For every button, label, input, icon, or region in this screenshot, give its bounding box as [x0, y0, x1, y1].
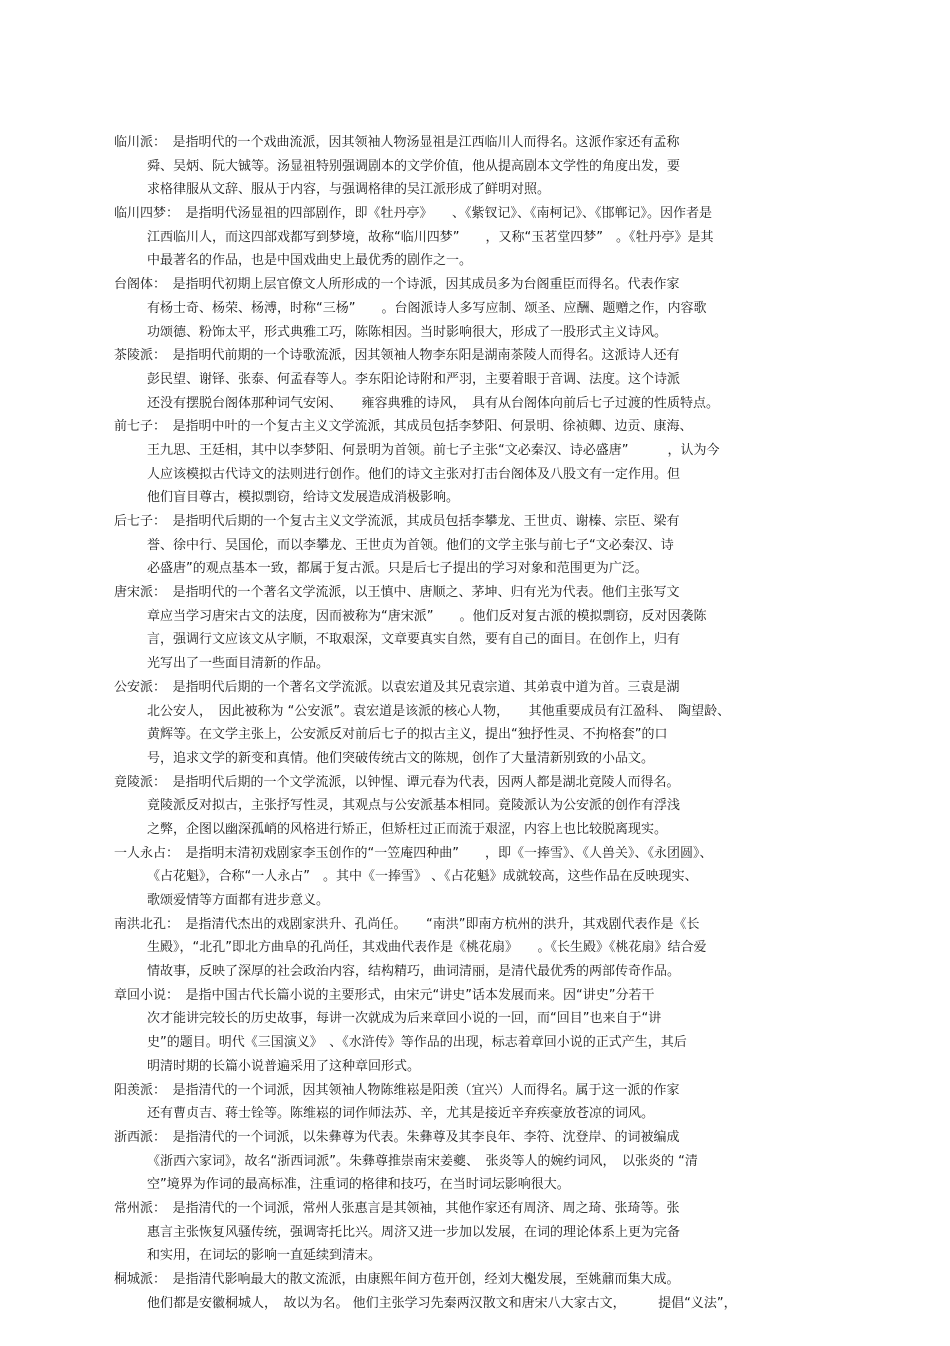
- entry-continuation-line: 光写出了一些面目清新的作品。: [147, 656, 330, 672]
- entry-first-line: 公安派： 是指明代后期的一个著名文学流派。以袁宏道及其兄袁宗道、其弟袁中道为首。三袁是湖: [114, 679, 680, 695]
- entry: [114, 415, 844, 510]
- entry-first-line: 章回小说： 是指中国古代长篇小说的主要形式，由宋元“讲史”话本发展而来。因“讲史”分若干: [114, 987, 655, 1003]
- entry-first-line: 一人永占： 是指明末清初戏剧家李玉创作的“一笠庵四种曲” ，即《一捧雪》、《人兽关》、《永团圆》、: [114, 845, 713, 861]
- entry-continuation-line: 歌颂爱情等方面都有进步意义。: [147, 893, 330, 908]
- entry-continuation-line: 人应该模拟古代诗文的法则进行创作。他们的诗文主张对打击台阁体及八股文有一定作用。但: [147, 466, 681, 482]
- entry-continuation-line: 章应当学习唐宋古文的法度，因而被称为“唐宋派” 。他们反对复古派的模拟剽窃，反对因袭陈: [147, 608, 707, 624]
- entry: [114, 1268, 844, 1315]
- entry-first-line: 竟陵派： 是指明代后期的一个文学流派，以钟惺、谭元春为代表，因两人都是湖北竟陵人而得名。: [114, 774, 680, 790]
- entry: [114, 273, 844, 344]
- entry: [114, 510, 844, 581]
- entry-continuation-line: 功颂德、粉饰太平，形式典雅工巧，陈陈相因。当时影响很大，形成了一股形式主义诗风。: [147, 324, 668, 340]
- entry: [114, 1197, 844, 1268]
- entry-continuation-line: 北公安人， 因此被称为 “公安派”。袁宏道是该派的核心人物， 其他重要成员有江盈科、 陶望龄、: [147, 703, 731, 719]
- entry-continuation-line: 中最著名的作品，也是中国戏曲史上最优秀的剧作之一。: [147, 253, 473, 269]
- entry-continuation-line: 必盛唐”的观点基本一致，都属于复古派。只是后七子提出的学习对象和范围更为广泛。: [147, 561, 648, 577]
- entry-continuation-line: 空”境界为作词的最高标准，注重词的格律和技巧，在当时词坛影响很大。: [147, 1177, 570, 1193]
- entry: [114, 842, 844, 913]
- entry: [114, 1079, 844, 1126]
- entry-continuation-line: 生殿》，“北孔”即北方曲阜的孔尚任，其戏曲代表作是《桃花扇》 。《长生殿》《桃花扇》结合爱: [147, 940, 707, 956]
- entry-first-line: 浙西派： 是指清代的一个词派，以朱彝尊为代表。朱彝尊及其李良年、李符、沈登岸、的词被编成: [114, 1129, 680, 1145]
- entry: [114, 771, 844, 842]
- entry-continuation-line: 黄辉等。在文学主张上，公安派反对前后七子的拟古主义，提出“独抒性灵、不拘格套”的口: [147, 727, 668, 743]
- entry-continuation-line: 求格律服从文辞、服从于内容，与强调格律的吴江派形成了鲜明对照。: [147, 182, 551, 198]
- entry-first-line: 前七子： 是指明中叶的一个复古主义文学流派，其成员包括李梦阳、何景明、徐祯卿、边贡、康海、: [114, 419, 693, 435]
- entry-continuation-line: 彭民望、谢铎、张泰、何孟春等人。李东阳论诗附和严羽，主要着眼于音调、法度。这个诗派: [147, 371, 681, 387]
- entry-continuation-line: 江西临川人，而这四部戏都写到梦境，故称“临川四梦” ，又称“玉茗堂四梦” 。《牡丹亭》是其: [147, 229, 714, 245]
- entry-continuation-line: 还有曹贞吉、蒋士铨等。陈维崧的词作师法苏、辛，尤其是接近辛弃疾豪放苍凉的词风。: [147, 1106, 655, 1122]
- entry-first-line: 南洪北孔： 是指清代杰出的戏剧家洪升、孔尚任。 “南洪”即南方杭州的洪升，其戏剧代表作是《长: [114, 916, 700, 932]
- entry-continuation-line: 号，追求文学的新变和真情。他们突破传统古文的陈规，创作了大量清新别致的小品文。: [147, 750, 655, 766]
- entry-continuation-line: 他们都是安徽桐城人， 故以为名。 他们主张学习先秦两汉散文和唐宋八大家古文， 提倡“义法”，: [147, 1295, 737, 1311]
- entry-first-line: 台阁体： 是指明代初期上层官僚文人所形成的一个诗派，因其成员多为台阁重臣而得名。代表作家: [114, 277, 680, 293]
- entry-first-line: 阳羡派： 是指清代的一个词派，因其领袖人物陈维崧是阳羡（宜兴）人而得名。属于这一派的作家: [114, 1082, 680, 1098]
- entry-continuation-line: 和实用，在词坛的影响一直延续到清末。: [147, 1248, 382, 1264]
- entry-continuation-line: 次才能讲完较长的历史故事，每讲一次就成为后来章回小说的一回，而“回目”也来自于“讲: [147, 1011, 662, 1027]
- entry-first-line: 常州派： 是指清代的一个词派，常州人张惠言是其领袖，其他作家还有周济、周之琦、张琦等。张: [114, 1200, 680, 1216]
- entry-continuation-line: 《浙西六家词》，故名“浙西词派”。朱彝尊推崇南宋姜夔、 张炎等人的婉约词风， 以张炎的 “清: [147, 1153, 698, 1169]
- entry-list: [114, 131, 844, 1315]
- entry: [114, 676, 844, 771]
- entry-continuation-line: 情故事，反映了深厚的社会政治内容，结构精巧，曲词清丽，是清代最优秀的两部传奇作品。: [147, 964, 681, 980]
- entry-continuation-line: 有杨士奇、杨荣、杨溥，时称“三杨” 。台阁派诗人多写应制、颂圣、应酬、题赠之作，内容歌: [147, 300, 707, 316]
- entry-first-line: 临川派： 是指明代的一个戏曲流派，因其领袖人物汤显祖是江西临川人而得名。这派作家还有孟称: [114, 135, 680, 150]
- entry-first-line: 后七子： 是指明代后期的一个复古主义文学流派，其成员包括李攀龙、王世贞、谢榛、宗臣、梁有: [114, 514, 680, 529]
- entry: [114, 1126, 844, 1197]
- entry-first-line: 桐城派： 是指清代影响最大的散文流派，由康熙年间方苞开创，经刘大櫆发展，至姚鼐而集大成。: [114, 1272, 680, 1287]
- entry-continuation-line: 王九思、王廷相，其中以李梦阳、何景明为首领。前七子主张“文必秦汉、诗必盛唐” ，认为今: [147, 442, 720, 458]
- entry: [114, 131, 844, 202]
- entry-continuation-line: 他们盲目尊古，模拟剽窃，给诗文发展造成消极影响。: [147, 490, 460, 506]
- entry-continuation-line: 言，强调行文应该文从字顺，不取艰深，文章要真实自然，要有自己的面目。在创作上，归有: [147, 632, 681, 648]
- entry-continuation-line: 之弊，企图以幽深孤峭的风格进行矫正，但矫枉过正而流于艰涩，内容上也比较脱离现实。: [147, 821, 668, 837]
- entry-continuation-line: 舜、吴炳、阮大铖等。汤显祖特别强调剧本的文学价值，他从提高剧本文学性的角度出发，要: [147, 158, 681, 174]
- entry: [114, 344, 844, 415]
- entry-continuation-line: 竟陵派反对拟古，主张抒写性灵，其观点与公安派基本相同。竟陵派认为公安派的创作有浮浅: [147, 798, 681, 814]
- entry-continuation-line: 还没有摆脱台阁体那种词气安闲、 雍容典雅的诗风， 具有从台阁体向前后七子过渡的性质特点。: [147, 395, 720, 411]
- entry-first-line: 茶陵派： 是指明代前期的一个诗歌流派，因其领袖人物李东阳是湖南茶陵人而得名。这派诗人还有: [114, 348, 680, 364]
- entry-continuation-line: 惠言主张恢复风骚传统，强调寄托比兴。周济又进一步加以发展，在词的理论体系上更为完备: [147, 1224, 681, 1240]
- entry-first-line: 临川四梦： 是指明代汤显祖的四部剧作，即《牡丹亭》 、《紫钗记》、《南柯记》、《邯郸记》。因作者是: [114, 206, 713, 222]
- entry: [114, 581, 844, 676]
- entry: [114, 913, 844, 984]
- entry-continuation-line: 誉、徐中行、吴国伦，而以李攀龙、王世贞为首领。他们的文学主张与前七子“文必秦汉、诗: [147, 537, 674, 553]
- entry-continuation-line: 史”的题目。明代《三国演义》 、《水浒传》等作品的出现，标志着章回小说的正式产生，其后: [147, 1035, 687, 1051]
- entry-first-line: 唐宋派： 是指明代的一个著名文学流派，以王慎中、唐顺之、茅坤、归有光为代表。他们主张写文: [114, 585, 680, 601]
- entry-continuation-line: 《占花魁》，合称“一人永占” 。其中《一捧雪》 、《占花魁》成就较高，这些作品在反映现实、: [147, 869, 698, 885]
- entry: [114, 984, 844, 1079]
- entry: [114, 202, 844, 273]
- entry-continuation-line: 明清时期的长篇小说普遍采用了这种章回形式。: [147, 1058, 421, 1074]
